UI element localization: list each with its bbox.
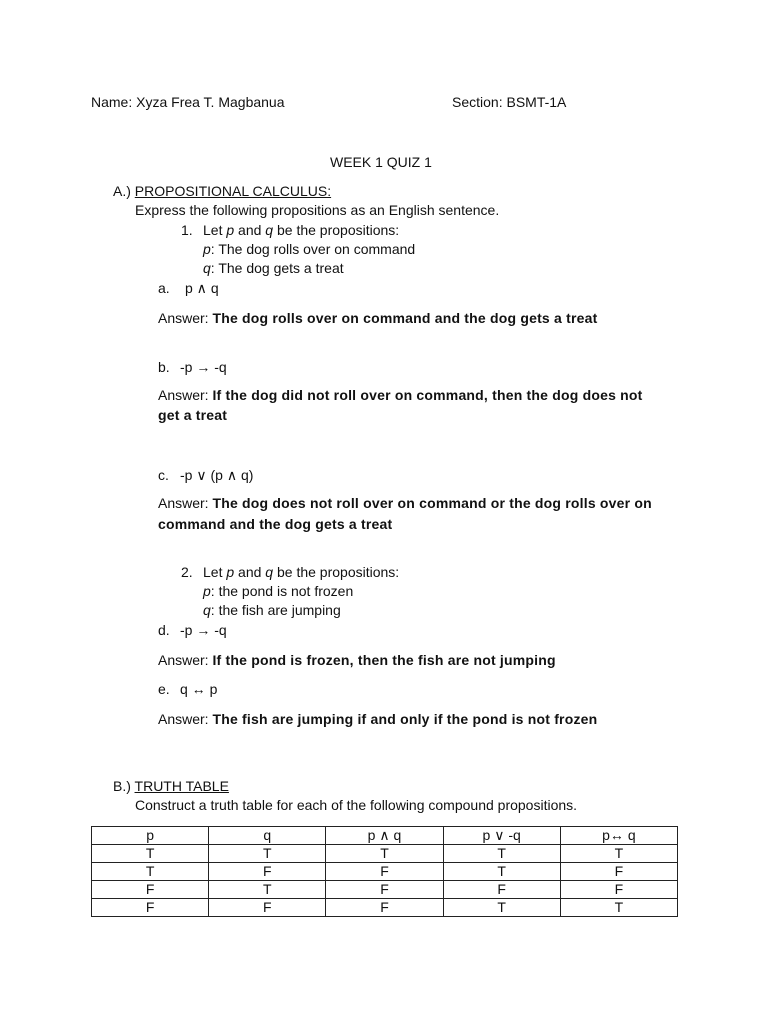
table-cell: T — [443, 845, 560, 863]
table-cell: F — [560, 881, 677, 899]
truth-table-header-row — [92, 827, 678, 845]
table-cell: F — [326, 863, 443, 881]
table-cell: T — [92, 845, 209, 863]
section-label: Section: — [452, 94, 503, 110]
table-header-cell: p↔ q — [560, 827, 677, 845]
table-cell: T — [209, 881, 326, 899]
part-b-instruction: Construct a truth table for each of the following compound propositions. — [135, 797, 578, 813]
set1-intro: Let p and q be the propositions: — [203, 222, 400, 238]
table-row — [92, 899, 678, 917]
table-cell: T — [326, 845, 443, 863]
table-cell: F — [92, 899, 209, 917]
table-cell: T — [560, 845, 677, 863]
section-line — [452, 93, 566, 111]
set2-number: 2. — [181, 564, 193, 580]
item-e-letter: e. — [158, 681, 170, 697]
item-e-expression: q ↔ p — [180, 681, 218, 697]
table-header-cell: p — [92, 827, 209, 845]
item-d-answer: Answer: If the pond is frozen, then the fish are not jumping — [158, 652, 556, 668]
table-cell: T — [560, 899, 677, 917]
set1-p-definition: p: The dog rolls over on command — [203, 241, 416, 257]
table-row — [92, 863, 678, 881]
truth-table — [91, 826, 678, 917]
table-cell: F — [560, 863, 677, 881]
item-b-letter: b. — [158, 359, 170, 375]
item-a-answer: Answer: The dog rolls over on command and the dog gets a treat — [158, 310, 598, 326]
item-c-letter: c. — [158, 467, 169, 483]
name-line — [91, 93, 285, 111]
table-cell: T — [443, 899, 560, 917]
part-b-title: TRUTH TABLE — [134, 778, 229, 794]
section-value: BSMT-1A — [506, 94, 567, 110]
name-value: Xyza Frea T. Magbanua — [136, 94, 285, 110]
item-c-answer-continued: command and the dog gets a treat — [158, 516, 393, 532]
table-header-cell: q — [209, 827, 326, 845]
table-cell: F — [326, 899, 443, 917]
table-header-cell: p ∨ -q — [443, 827, 560, 845]
item-a-letter: a. — [158, 280, 170, 296]
item-c-expression: -p ∨ (p ∧ q) — [180, 467, 254, 483]
part-b-heading — [113, 777, 229, 795]
item-e-answer: Answer: The fish are jumping if and only if the pond is not frozen — [158, 711, 598, 727]
set1-number: 1. — [181, 222, 193, 238]
page-title: WEEK 1 QUIZ 1 — [330, 154, 432, 170]
table-cell: T — [92, 863, 209, 881]
table-cell: F — [92, 881, 209, 899]
part-a-instruction: Express the following propositions as an English sentence. — [135, 202, 500, 218]
name-label: Name: — [91, 94, 133, 110]
item-d-expression: -p → -q — [180, 622, 227, 638]
item-d-letter: d. — [158, 622, 170, 638]
table-cell: T — [209, 845, 326, 863]
item-b-answer-continued: get a treat — [158, 407, 228, 423]
set1-q-definition: q: The dog gets a treat — [203, 260, 344, 276]
set2-intro: Let p and q be the propositions: — [203, 564, 400, 580]
part-a-heading — [113, 182, 331, 200]
table-header-cell: p ∧ q — [326, 827, 443, 845]
set2-q-definition: q: the fish are jumping — [203, 602, 341, 618]
table-cell: T — [443, 863, 560, 881]
item-b-answer: Answer: If the dog did not roll over on command, then the dog does not — [158, 387, 643, 403]
item-c-answer: Answer: The dog does not roll over on command or the dog rolls over on — [158, 495, 652, 511]
part-b-prefix: B.) — [113, 778, 131, 794]
table-cell: F — [326, 881, 443, 899]
table-row — [92, 845, 678, 863]
item-b-expression: -p → -q — [180, 359, 227, 375]
part-a-title: PROPOSITIONAL CALCULUS: — [134, 183, 332, 199]
table-cell: F — [443, 881, 560, 899]
table-cell: F — [209, 899, 326, 917]
part-a-prefix: A.) — [113, 183, 131, 199]
set2-p-definition: p: the pond is not frozen — [203, 583, 354, 599]
table-row — [92, 881, 678, 899]
item-a-expression: p ∧ q — [185, 280, 219, 296]
table-cell: F — [209, 863, 326, 881]
